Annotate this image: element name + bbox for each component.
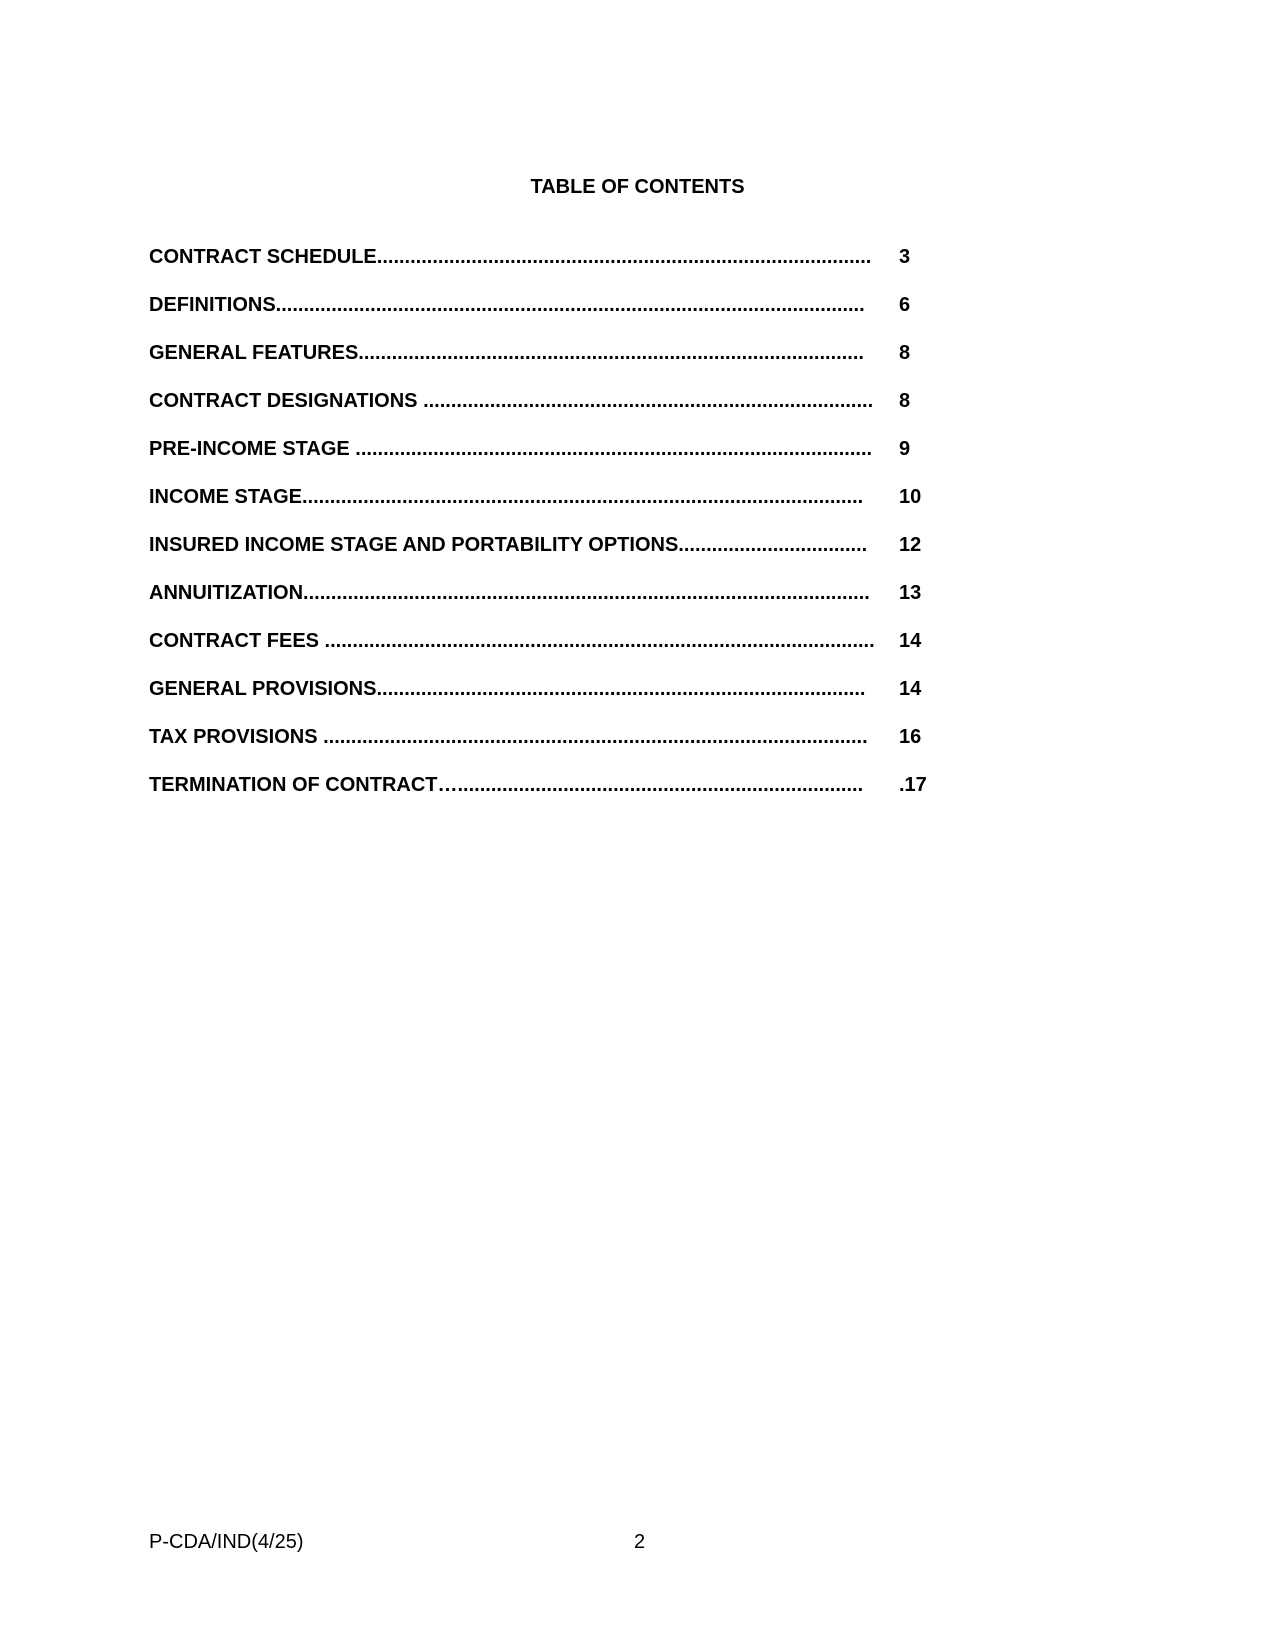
toc-entry-label: TERMINATION OF CONTRACT…......................................................................... (149, 774, 864, 796)
toc-entry-label: CONTRACT DESIGNATIONS ................................................................................. (149, 390, 874, 412)
toc-entry-page: 8 (899, 342, 911, 364)
toc-entry-label: TAX PROVISIONS .................................................................................................. (149, 726, 868, 748)
toc-entry-contract-fees[interactable] (149, 629, 949, 677)
toc-entry-page: 16 (899, 726, 922, 748)
toc-entry-insured-income-stage[interactable] (149, 533, 949, 581)
toc-entry-general-provisions[interactable] (149, 677, 949, 725)
toc-entry-page: 8 (899, 390, 911, 412)
toc-entry-income-stage[interactable] (149, 485, 949, 533)
footer-page-number: 2 (634, 1531, 646, 1553)
toc-entry-page: 9 (899, 438, 911, 460)
toc-entry-label: GENERAL FEATURES........................................................................................... (149, 342, 864, 364)
toc-entry-label: CONTRACT FEES ................................................................................................... (149, 630, 875, 652)
toc-entry-tax-provisions[interactable] (149, 725, 949, 773)
toc-entry-page: 12 (899, 534, 922, 556)
toc-entry-page: 13 (899, 582, 922, 604)
toc-entry-page: 6 (899, 294, 911, 316)
toc-list (149, 245, 949, 821)
toc-entry-label: CONTRACT SCHEDULE......................................................................................... (149, 246, 872, 268)
toc-entry-label: GENERAL PROVISIONS........................................................................................ (149, 678, 866, 700)
toc-entry-contract-schedule[interactable] (149, 245, 949, 293)
toc-title: TABLE OF CONTENTS (530, 176, 745, 198)
toc-entry-contract-designations[interactable] (149, 389, 949, 437)
toc-entry-definitions[interactable] (149, 293, 949, 341)
toc-entry-label: INCOME STAGE..................................................................................................... (149, 486, 864, 508)
toc-entry-termination-of-contract[interactable] (149, 773, 949, 821)
toc-entry-page: 14 (899, 630, 922, 652)
toc-entry-page: 14 (899, 678, 922, 700)
toc-entry-label: PRE-INCOME STAGE ............................................................................................. (149, 438, 873, 460)
toc-entry-label: INSURED INCOME STAGE AND PORTABILITY OPTIONS.................................. (149, 534, 868, 556)
toc-entry-label: DEFINITIONS.......................................................................................................... (149, 294, 865, 316)
toc-entry-label: ANNUITIZATION...................................................................................................... (149, 582, 870, 604)
toc-entry-page: .17 (899, 774, 927, 796)
toc-entry-page: 10 (899, 486, 922, 508)
toc-entry-page: 3 (899, 246, 911, 268)
footer-form-code: P-CDA/IND(4/25) (149, 1531, 304, 1553)
toc-entry-pre-income-stage[interactable] (149, 437, 949, 485)
toc-entry-general-features[interactable] (149, 341, 949, 389)
toc-entry-annuitization[interactable] (149, 581, 949, 629)
